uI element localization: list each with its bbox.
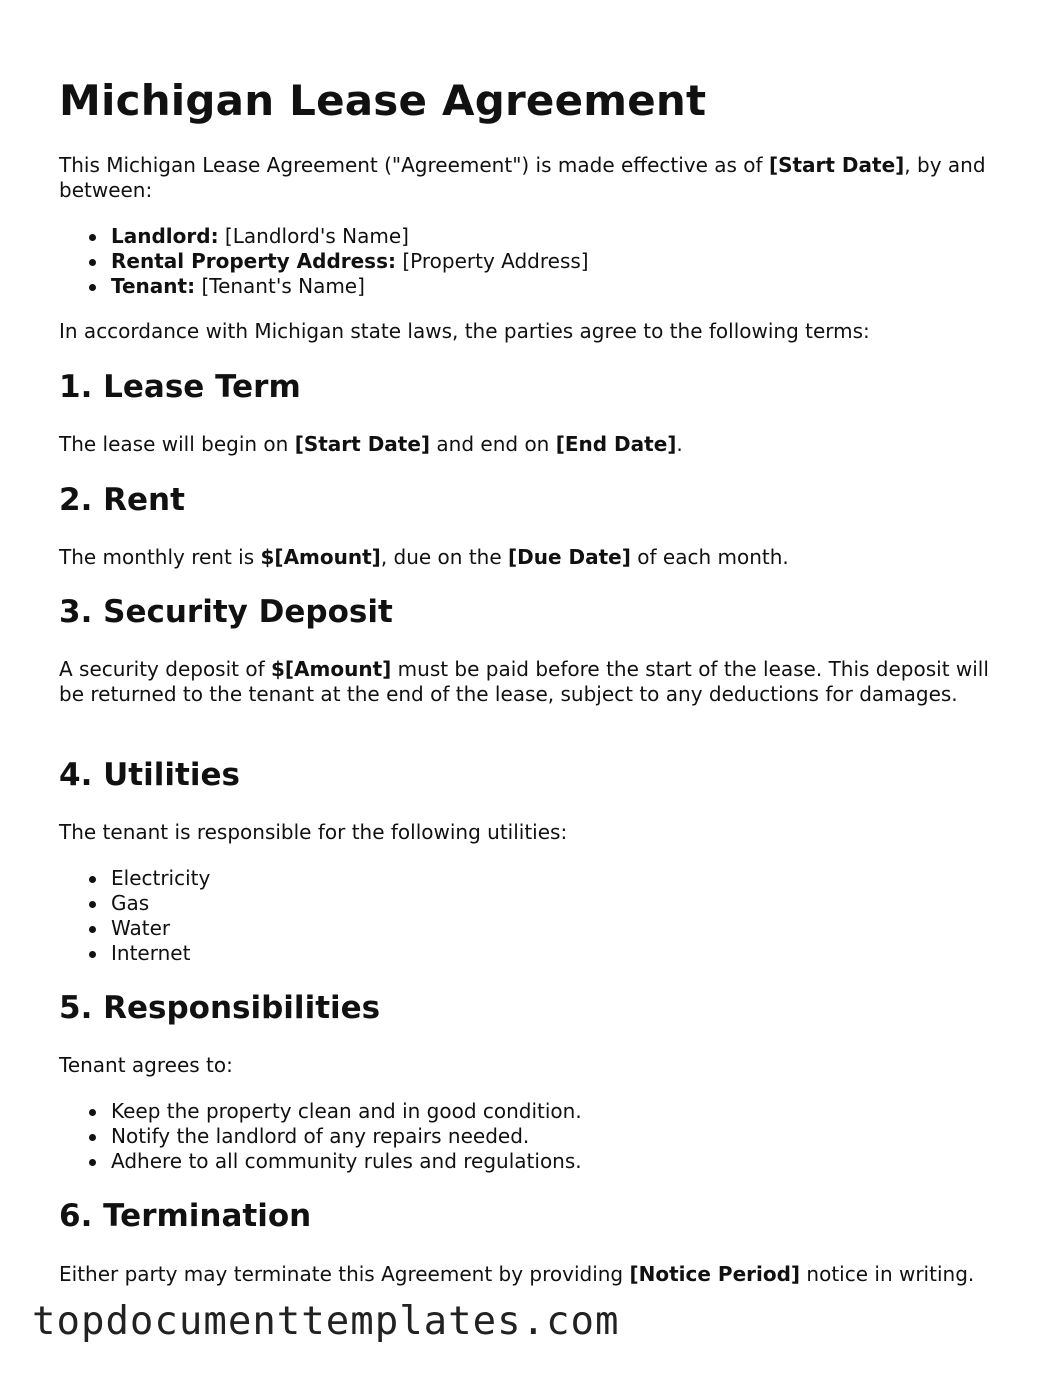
section-heading-lease-term: 1. Lease Term [59, 369, 301, 405]
list-item: Gas [111, 891, 1062, 916]
accordance-paragraph: In accordance with Michigan state laws, the parties agree to the following terms: [59, 319, 870, 343]
lease-term-text: and end on [430, 432, 556, 456]
section-heading-termination: 6. Termination [59, 1198, 312, 1234]
rent-paragraph [59, 545, 1019, 570]
lease-term-text: The lease will begin on [59, 432, 295, 456]
party-label: Rental Property Address: [111, 249, 396, 273]
rent-text: , due on the [380, 545, 509, 569]
watermark: topdocumenttemplates.com [32, 1299, 620, 1344]
document-title: Michigan Lease Agreement [59, 76, 707, 125]
lease-end-date: [End Date] [555, 432, 677, 456]
rent-due-date: [Due Date] [508, 545, 631, 569]
section-heading-responsibilities: 5. Responsibilities [59, 990, 381, 1026]
list-item [111, 274, 1062, 299]
list-item: Notify the landlord of any repairs needed. [111, 1124, 1062, 1149]
deposit-amount: $[Amount] [271, 657, 392, 681]
party-label: Landlord: [111, 224, 219, 248]
termination-paragraph [59, 1262, 1019, 1287]
intro-text-1: This Michigan Lease Agreement ("Agreement") is made effective as of [59, 153, 769, 177]
utilities-list [59, 866, 1062, 966]
list-item [111, 249, 1062, 274]
deposit-text: A security deposit of [59, 657, 271, 681]
parties-list [59, 224, 1062, 299]
party-value: [Property Address] [396, 249, 589, 273]
list-item: Water [111, 916, 1062, 941]
notice-period: [Notice Period] [629, 1262, 801, 1286]
intro-text-2: , by and between: [59, 153, 986, 202]
party-label: Tenant: [111, 274, 196, 298]
intro-paragraph [59, 153, 1019, 203]
section-heading-utilities: 4. Utilities [59, 757, 240, 793]
termination-text: Either party may terminate this Agreement by providing [59, 1262, 630, 1286]
list-item: Keep the property clean and in good condition. [111, 1099, 1062, 1124]
responsibilities-paragraph: Tenant agrees to: [59, 1053, 233, 1077]
party-value: [Tenant's Name] [195, 274, 365, 298]
intro-start-date: [Start Date] [768, 153, 905, 177]
lease-term-text: . [676, 432, 683, 456]
party-value: [Landlord's Name] [218, 224, 409, 248]
section-heading-rent: 2. Rent [59, 482, 185, 518]
lease-term-paragraph [59, 432, 1019, 457]
utilities-paragraph: The tenant is responsible for the following utilities: [59, 820, 568, 844]
list-item: Adhere to all community rules and regulations. [111, 1149, 1062, 1174]
deposit-text: must be paid before the start of the lease. This deposit will be returned to the tenant at the end of the lease, subject to any deductions for damages. [59, 657, 989, 706]
section-heading-security-deposit: 3. Security Deposit [59, 594, 393, 630]
deposit-paragraph [59, 657, 1019, 707]
rent-text: The monthly rent is [59, 545, 261, 569]
list-item: Internet [111, 941, 1062, 966]
lease-start-date: [Start Date] [294, 432, 431, 456]
responsibilities-list [59, 1099, 1062, 1174]
rent-text: of each month. [630, 545, 789, 569]
list-item: Electricity [111, 866, 1062, 891]
rent-amount: $[Amount] [260, 545, 381, 569]
list-item [111, 224, 1062, 249]
termination-text: notice in writing. [800, 1262, 975, 1286]
